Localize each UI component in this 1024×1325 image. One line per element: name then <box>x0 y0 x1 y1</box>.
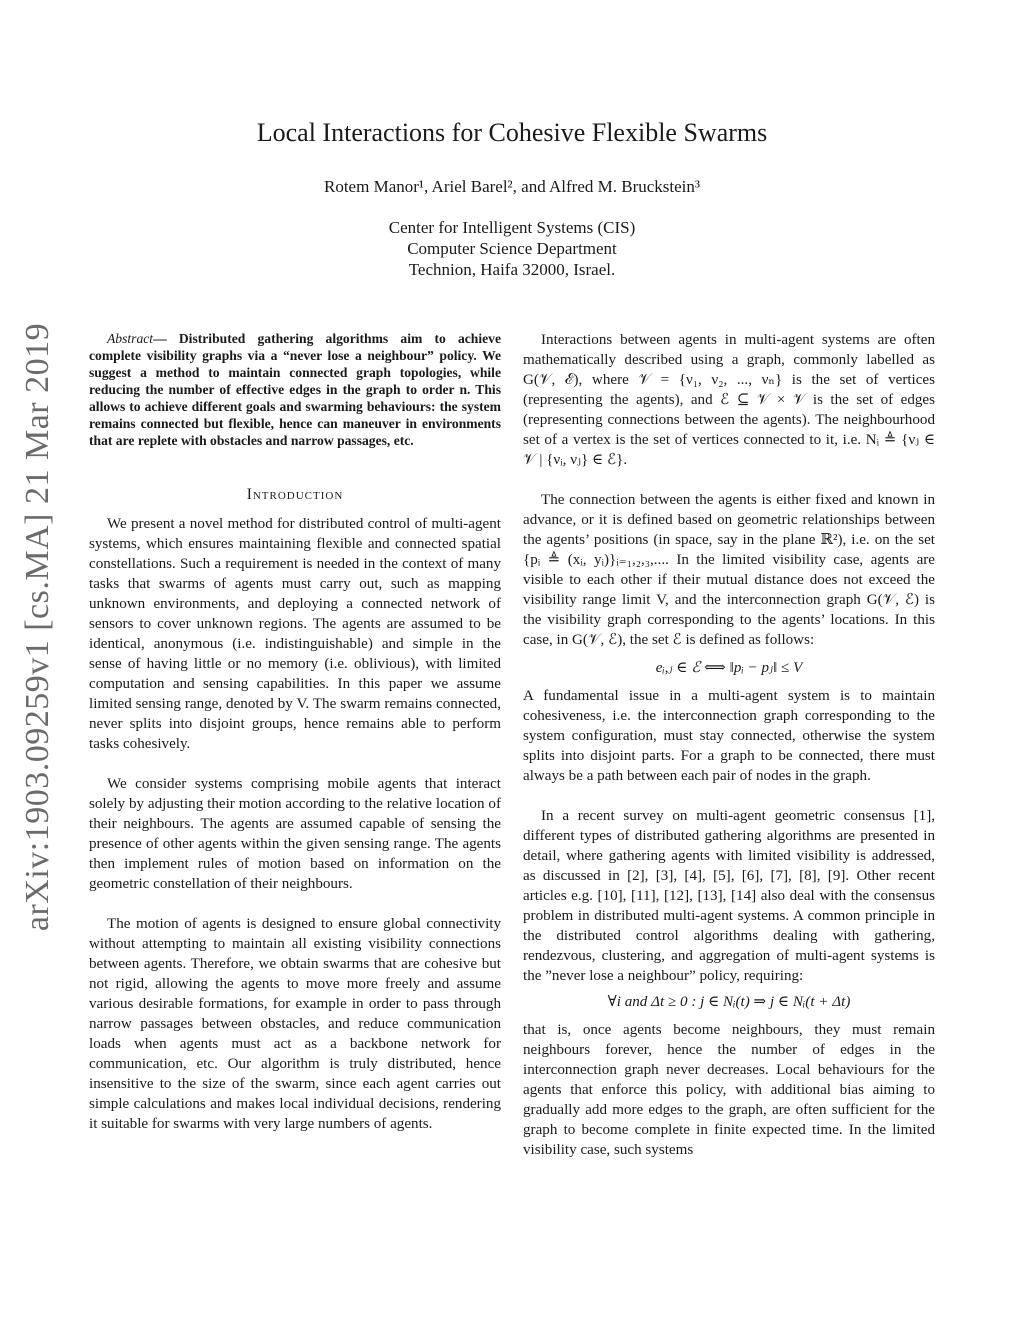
intro-paragraph: We present a novel method for distributed control of multi-agent systems, which ensures maintaining flexible and connected spatial constellations. Such a requirement is needed in the context of many tasks that swarms of agents must carry out, such as mapping unknown environments, and deploying a connected network of sensors to cover unknown regions. The agents are assumed to be identical, anonymous (i.e. indistinguishable) and simple in the sense of having little or no memory (i.e. oblivious), with limited computation and sensing capabilities. In this paper we assume limited sensing range, denoted by V. The swarm remains connected, never splits into disjoint groups, hence remains able to perform tasks cohesively. <box>89 516 501 752</box>
body-paragraph: Interactions between agents in multi-agent systems are often mathematically described using a graph, commonly labelled as G(𝒱, ℰ), where 𝒱 = {ν₁, ν₂, ..., νₙ} is the set of vertices (representing the agents), and ℰ ⊆ 𝒱 × 𝒱 is the set of edges (representing connections between the agents). The neighbourhood set of a vertex is the set of vertices connected to it, i.e. Nᵢ ≜ {νⱼ ∈ 𝒱 | {νᵢ, νⱼ} ∈ ℰ}. <box>523 332 935 468</box>
intro-paragraph: We consider systems comprising mobile agents that interact solely by adjusting their motion according to the relative location of their neighbours. The agents are assumed capable of sensing the presence of other agents within the given sensing range. The agents then implement rules of motion based on information on the geometric constellation of their neighbours. <box>89 776 501 892</box>
equation-edge-condition: eᵢ,ⱼ ∈ ℰ ⟺ ‖pᵢ − pⱼ‖ ≤ V <box>655 660 803 676</box>
body-paragraph: A fundamental issue in a multi-agent system is to maintain cohesiveness, i.e. the interconnection graph corresponding to the system configuration, must stay connected, otherwise the system splits into disjoint parts. For a graph to be connected, there must always be a path between each pair of nodes in the graph. <box>523 688 935 784</box>
section-heading-introduction: Introduction <box>246 486 344 503</box>
affiliation-line: Computer Science Department <box>407 239 617 258</box>
abstract-label: Abstract <box>107 331 154 346</box>
intro-paragraph: The motion of agents is designed to ensure global connectivity without attempting to maintain all existing visibility connections between agents. Therefore, we obtain swarms that are cohesive but not rigid, allowing the agents to move more freely and assume various desirable formations, for example in order to pass through narrow passages between obstacles, and reduce communication loads when agents must act as a backbone network for communication, etc. Our algorithm is truly distributed, hence insensitive to the size of the swarm, since each agent carries out simple calculations and makes local individual decisions, rendering it suitable for swarms with very large numbers of agents. <box>89 916 501 1132</box>
abstract-text: — Distributed gathering algorithms aim to achieve complete visibility graphs via a “never lose a neighbour” policy. We suggest a method to maintain connected graph topologies, while reducing the number of effective edges in the graph to order n. This allows to achieve different goals and swarming behaviours: the system remains connected but flexible, hence can maneuver in environments that are replete with obstacles and narrow passages, etc. <box>89 331 501 448</box>
paper-title: Local Interactions for Cohesive Flexible Swarms <box>256 118 768 147</box>
body-paragraph: The connection between the agents is either fixed and known in advance, or it is defined based on geometric relationships between the agents’ positions (in space, say in the plane ℝ²), i.e. on the set {pᵢ ≜ (xᵢ, yᵢ)}ᵢ₌₁,₂,₃,.... In the limited visibility case, agents are visible to each other if their mutual distance does not exceed the visibility range limit V, and the interconnection graph G(𝒱, ℰ) is the visibility graph corresponding to the agents’ locations. In this case, in G(𝒱, ℰ), the set ℰ is defined as follows: <box>523 492 935 648</box>
body-paragraph: that is, once agents become neighbours, they must remain neighbours forever, hence the number of edges in the interconnection graph never decreases. Local behaviours for the agents that enforce this policy, with additional bias aiming to gradually add more edges to the graph, are often sufficient for the graph to become complete in finite expected time. In the limited visibility case, such systems <box>523 1022 935 1158</box>
author-list: Rotem Manor¹, Ariel Barel², and Alfred M. Bruckstein³ <box>324 177 700 196</box>
right-column <box>523 330 935 1160</box>
arxiv-identifier: arXiv:1903.09259v1 [cs.MA] 21 Mar 2019 <box>19 322 56 932</box>
equation-never-lose-neighbour: ∀i and Δt ≥ 0 : j ∈ Nᵢ(t) ⇒ j ∈ Nᵢ(t + Δt) <box>607 994 851 1010</box>
abstract <box>89 330 501 449</box>
body-paragraph: In a recent survey on multi-agent geometric consensus [1], different types of distributed gathering algorithms are presented in detail, where gathering agents with limited visibility is addressed, as discussed in [2], [3], [4], [5], [6], [7], [8], [9]. Other recent articles e.g. [10], [11], [12], [13], [14] also deal with the consensus problem in distributed multi-agent systems. A common principle in the distributed control algorithms dealing with gathering, rendezvous, clustering, and aggregation of multi-agent systems is the ”never lose a neighbour” policy, requiring: <box>523 808 935 984</box>
affiliation-line: Center for Intelligent Systems (CIS) <box>388 218 636 237</box>
affiliation-block <box>0 217 1024 280</box>
left-column <box>89 330 501 1134</box>
affiliation-line: Technion, Haifa 32000, Israel. <box>408 260 616 279</box>
